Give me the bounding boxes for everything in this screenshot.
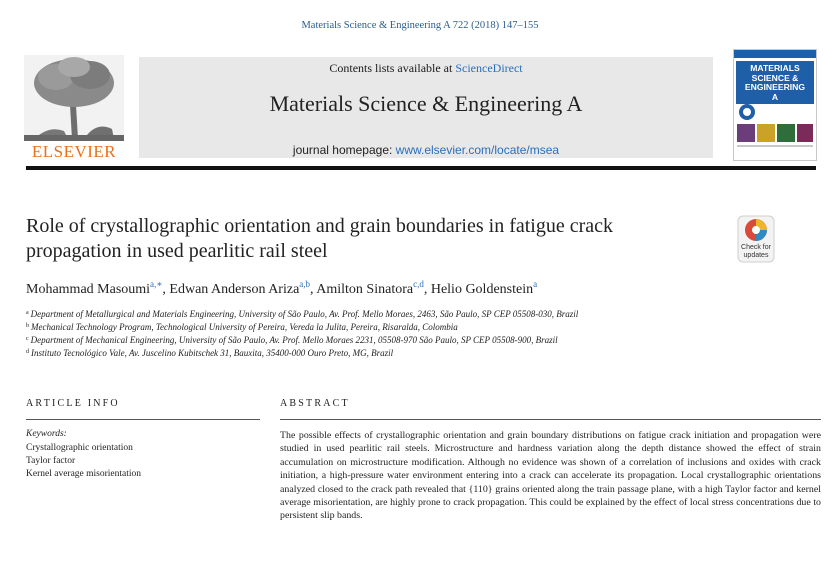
cover-image-1 — [737, 124, 755, 142]
author-affiliation-mark[interactable]: c,d — [413, 279, 424, 289]
keyword-item[interactable]: Taylor factor — [26, 456, 76, 466]
author-affiliation-mark[interactable]: a,∗ — [150, 279, 163, 289]
affiliation-mark: c — [26, 336, 29, 342]
cover-divider — [737, 145, 813, 147]
affiliation-mark: a — [26, 310, 29, 316]
homepage-prefix: journal homepage: — [292, 143, 396, 157]
cover-emblem-icon — [737, 102, 757, 122]
cover-top-bar — [734, 50, 816, 58]
author-name[interactable]: Edwan Anderson Ariza — [169, 282, 300, 297]
author-list — [26, 279, 537, 298]
author-affiliation-mark[interactable]: a,b — [299, 279, 311, 289]
cover-image-3 — [777, 124, 795, 142]
author-affiliation-mark[interactable]: a — [533, 279, 538, 289]
affiliation-c — [26, 335, 558, 345]
check-for-updates-label[interactable]: Check for updates — [741, 244, 771, 259]
elsevier-wordmark: ELSEVIER — [31, 142, 117, 161]
journal-homepage-link[interactable]: www.elsevier.com/locate/msea — [395, 143, 560, 157]
sciencedirect-link[interactable]: ScienceDirect — [455, 61, 523, 75]
abstract-rule — [280, 419, 821, 420]
author-name[interactable]: Amilton Sinatora — [316, 282, 414, 297]
masthead-rule — [26, 166, 816, 170]
affiliation-mark: b — [26, 323, 29, 329]
author-name[interactable]: Mohammad Masoumi — [26, 282, 151, 297]
abstract-text: The possible effects of crystallographic orientation and grain boundary distributions on fatigue crack initiation and propagation were studied in used pearlitic rail steels. Microstructure and hardness variation along the depth distance showed the effect of strain accumulation on microstructure modification. Although no evidence was shown of a correlation of inclusions and oxides with crack initiation, a high-pressure water environment entering into a crack can accelerate its propagation. Local crystallographic orientations analyzed closed to the crack path revealed that {110} grains oriented along the train passage plane, with a high Taylor factor and kernel average misorientation, are highly prone to crack propagation. This could be explained by the effect of local stress concentrations due to persistent slip bands. — [280, 430, 821, 522]
homepage-line — [139, 143, 713, 157]
journal-citation[interactable]: Materials Science & Engineering A 722 (2018) 147–155 — [301, 20, 539, 31]
author-separator: , — [162, 282, 170, 297]
article-title-line-1: Role of crystallographic orientation and grain boundaries in fatigue crack — [26, 215, 614, 237]
journal-cover[interactable] — [733, 49, 817, 161]
author-name[interactable]: Helio Goldenstein — [430, 282, 534, 297]
affiliation-text: Instituto Tecnológico Vale, Av. Juscelino Kubitschek 31, Bauxita, 35400-000 Ouro Preto, MG, Brazil — [31, 348, 394, 358]
keyword-item[interactable]: Kernel average misorientation — [26, 469, 142, 479]
journal-title: Materials Science & Engineering A — [269, 91, 583, 116]
article-title-line-2: propagation in used pearlitic rail steel — [26, 240, 328, 262]
abstract-heading: ABSTRACT — [280, 398, 350, 409]
article-info-heading: ARTICLE INFO — [26, 398, 120, 409]
affiliation-a — [26, 309, 578, 319]
keywords-label: Keywords: — [26, 429, 67, 439]
affiliation-text: Department of Mechanical Engineering, University of São Paulo, Av. Prof. Mello Moraes 2231, 05508-970 São Paulo, SP CEP 05508-900, Brazil — [30, 335, 558, 345]
cover-image-2 — [757, 124, 775, 142]
article-title — [26, 214, 716, 264]
affiliation-b — [26, 322, 458, 332]
cover-title: MATERIALS SCIENCE & ENGINEERING A — [736, 61, 814, 104]
cover-image-4 — [797, 124, 813, 142]
affiliation-d — [26, 348, 393, 358]
keyword-item[interactable]: Crystallographic orientation — [26, 443, 133, 453]
affiliation-text: Department of Metallurgical and Materials Engineering, University of São Paulo, Av. Prof. Mello Moraes, 2463, São Paulo, SP CEP 05508-030, Brazil — [30, 309, 579, 319]
contents-prefix: Contents lists available at — [329, 61, 456, 75]
article-info-rule — [26, 419, 260, 420]
affiliation-mark: d — [26, 349, 29, 355]
contents-line — [139, 61, 713, 76]
author-separator: , — [423, 282, 431, 297]
author-separator: , — [310, 282, 317, 297]
affiliation-text: Mechanical Technology Program, Technological University of Pereira, Vereda la Julita, Pereira, Risaralda, Colombia — [31, 322, 458, 332]
